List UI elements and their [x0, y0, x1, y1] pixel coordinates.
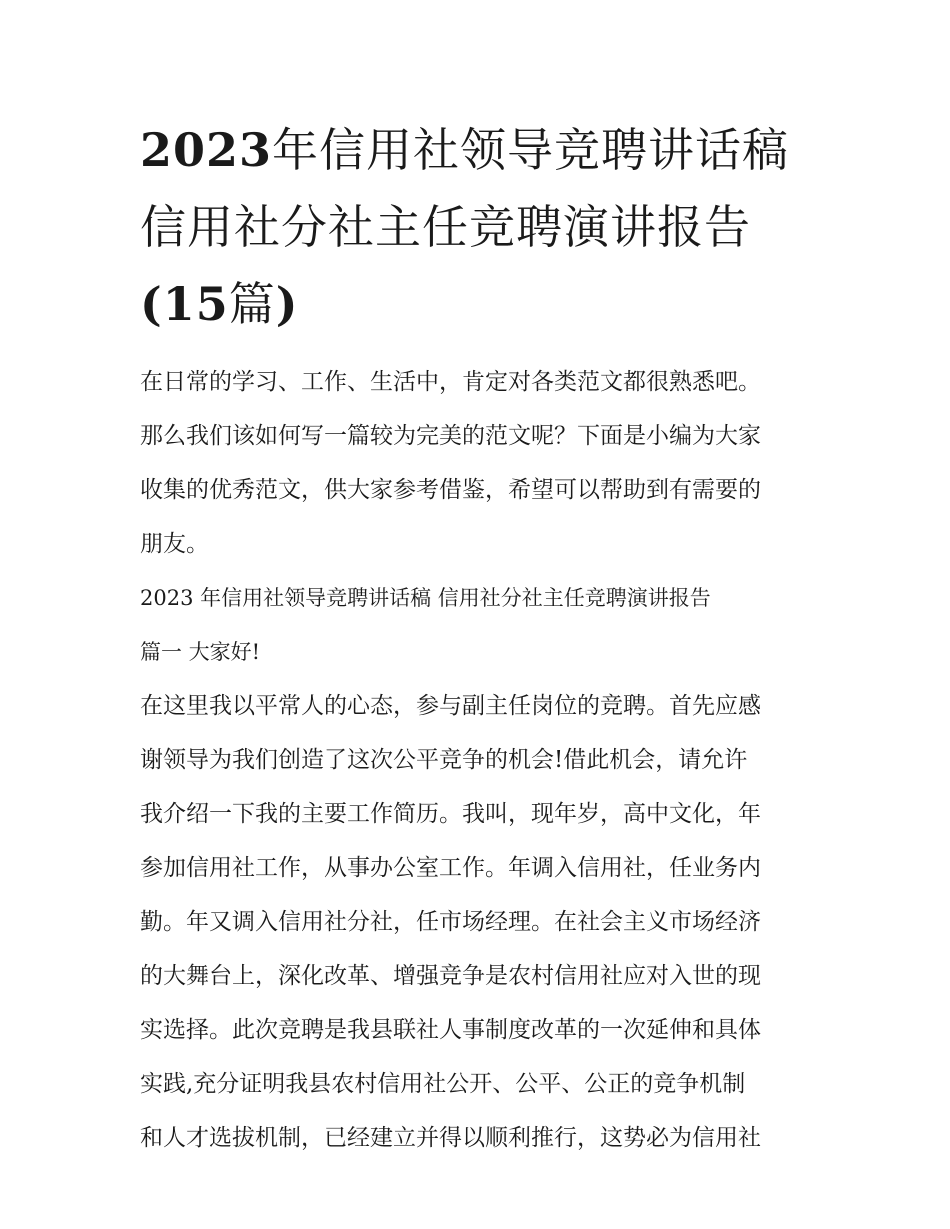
title-count-open: (15 — [140, 277, 229, 331]
body-line: 实践,充分证明我县农村信用社公开、公平、公正的竞争机制 — [140, 1071, 746, 1097]
document-page — [140, 112, 820, 1165]
body-line: 实选择。此次竞聘是我县联社人事制度改革的一次延伸和具体 — [140, 1017, 761, 1043]
title-count-unit: 篇 — [228, 277, 276, 331]
intro-line: 朋友。 — [140, 531, 209, 557]
title-line-1 — [140, 112, 820, 189]
body-line: 谢领导为我们创造了这次公平竞争的机会!借此机会，请允许 — [140, 747, 748, 773]
title-line-2: 信用社分社主任竞聘演讲报告 — [140, 200, 751, 254]
title-year: 2023 — [140, 123, 273, 177]
body-line: 的大舞台上，深化改革、增强竞争是农村信用社应对入世的现 — [140, 963, 761, 989]
body-line: 和人才选拔机制，已经建立并得以顺利推行，这势必为信用社 — [140, 1125, 761, 1151]
body-line: 勤。年又调入信用社分社，任市场经理。在社会主义市场经济 — [140, 909, 761, 935]
title-line-1-text: 年信用社领导竞聘讲话稿 — [272, 123, 790, 177]
section-subtitle: 2023 年信用社领导竞聘讲话稿 信用社分社主任竞聘演讲报告 — [140, 586, 711, 610]
body-line: 在这里我以平常人的心态，参与副主任岗位的竞聘。首先应感 — [140, 693, 761, 719]
intro-line: 在日常的学习、工作、生活中，肯定对各类范文都很熟悉吧。 — [140, 369, 761, 395]
section-greeting: 篇一 大家好! — [140, 640, 261, 664]
document-body — [140, 355, 820, 1165]
title-count-close: ) — [275, 277, 299, 331]
intro-line: 那么我们该如何写一篇较为完美的范文呢？下面是小编为大家 — [140, 423, 761, 449]
document-title — [140, 112, 820, 343]
body-line: 参加信用社工作，从事办公室工作。年调入信用社，任业务内 — [140, 855, 761, 881]
title-line-3 — [140, 266, 820, 343]
body-line: 我介绍一下我的主要工作简历。我叫，现年岁，高中文化，年 — [140, 801, 761, 827]
intro-line: 收集的优秀范文，供大家参考借鉴，希望可以帮助到有需要的 — [140, 477, 761, 503]
